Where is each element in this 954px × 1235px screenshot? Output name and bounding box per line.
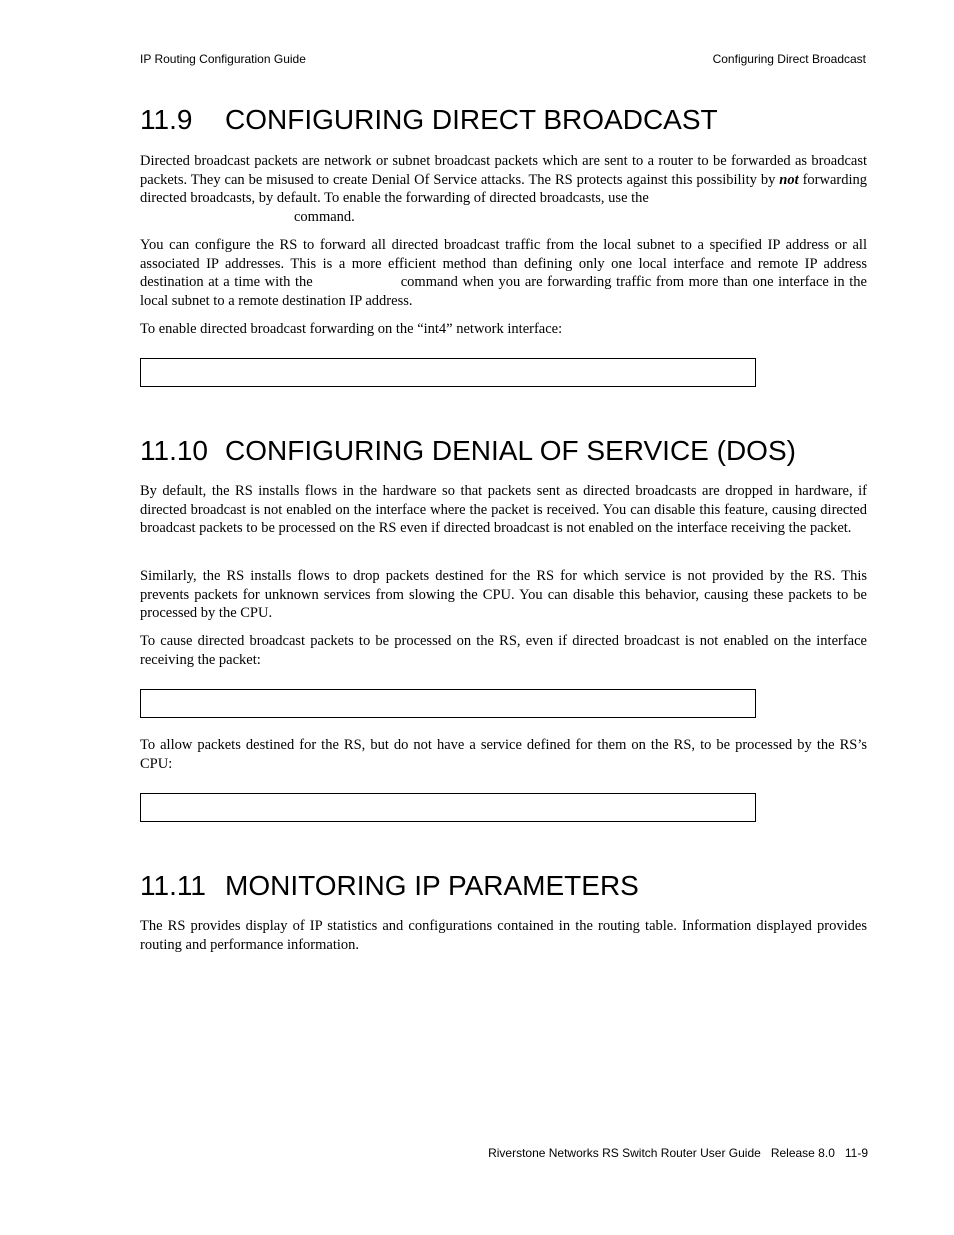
section-heading-11-11: [140, 870, 639, 902]
command-example-box: [140, 358, 756, 387]
section-number: 11.9: [140, 104, 193, 135]
command-example-box: [140, 793, 756, 822]
paragraph-dos-instruction-1: To cause directed broadcast packets to be processed on the RS, even if directed broadcast is not enabled on the interface receiving the packet:: [140, 633, 867, 668]
paragraph-dos-default: By default, the RS installs flows in the hardware so that packets sent as directed broadcasts are dropped in hardware, if directed broadcast is not enabled on the interface where the packet is received. You can disable this feature, causing directed broadcast packets to be processed on the RS even if directed broadcast is not enabled on the interface receiving the packet.: [140, 483, 867, 537]
section-heading-11-10: [140, 435, 796, 467]
running-header-right: Configuring Direct Broadcast: [712, 52, 866, 66]
paragraph-monitoring: The RS provides display of IP statistics and configurations contained in the routing table. Information displayed provides routing and performance information.: [140, 918, 867, 953]
running-header-left: IP Routing Configuration Guide: [140, 52, 306, 66]
paragraph-forward-all: [140, 236, 867, 310]
section-title: MONITORING IP PARAMETERS: [225, 870, 639, 901]
paragraph-dos-instruction-2: To allow packets destined for the RS, but do not have a service defined for them on the RS, to be processed by the RS’s CPU:: [140, 737, 867, 772]
text-run: command when you are forwarding traffic from more than one interface in the local subnet to a remote destination IP address.: [140, 274, 867, 309]
emphasis-not: not: [779, 171, 799, 188]
text-run: command.: [294, 208, 355, 225]
paragraph-dos-similarly: Similarly, the RS installs flows to drop packets destined for the RS for which service is not provided by the RS. This prevents packets for unknown services from slowing the CPU. You can disable this behavior, causing these packets to be processed by the CPU.: [140, 568, 867, 622]
section-number: 11.10: [140, 435, 208, 466]
paragraph-enable-instruction: To enable directed broadcast forwarding on the “int4” network interface:: [140, 321, 563, 337]
command-example-box: [140, 689, 756, 718]
text-run: forwarding directed broadcasts, by default. To enable the forwarding of directed broadcasts, use the: [140, 171, 868, 207]
section-title: CONFIGURING DIRECT BROADCAST: [225, 104, 718, 135]
running-footer: Riverstone Networks RS Switch Router User Guide Release 8.0 11-9: [488, 1146, 868, 1160]
section-title: CONFIGURING DENIAL OF SERVICE (DOS): [225, 435, 796, 466]
section-heading-11-9: [140, 104, 718, 136]
text-run: You can configure the RS to forward all directed broadcast traffic from the local subnet to a specified IP address or all associated IP addresses. This is a more efficient method than defining only one local interface and remote IP address destination at a time with the: [140, 237, 867, 291]
paragraph-directed-broadcast-intro: [140, 152, 867, 226]
section-number: 11.11: [140, 870, 206, 901]
text-run: Directed broadcast packets are network or subnet broadcast packets which are sent to a router to be forwarded as broadcast packets. They can be misused to create Denial Of Service attacks. The RS protects against this possibility by: [140, 153, 867, 188]
